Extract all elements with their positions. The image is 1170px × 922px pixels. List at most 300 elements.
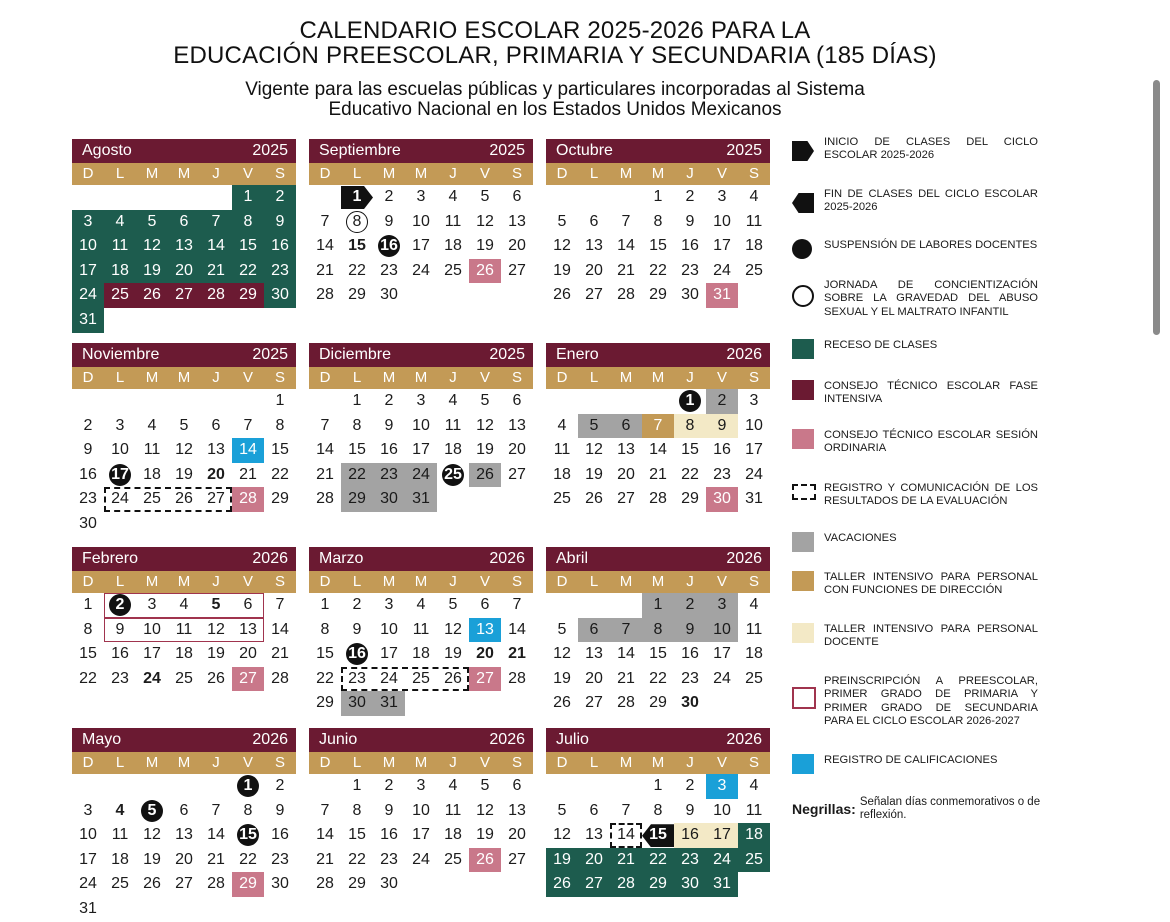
day-cell: 28: [610, 872, 642, 897]
day-cell: 28: [232, 487, 264, 512]
subtitle-line-2: Educativo Nacional en los Estados Unidos Mexicanos: [328, 99, 782, 120]
day-grid: [546, 774, 770, 897]
day-cell: 13: [168, 234, 200, 259]
month-name: Mayo: [82, 731, 122, 748]
weekday-label: M: [414, 573, 428, 590]
day-cell: 11: [143, 441, 161, 459]
day-cell: 20: [585, 669, 603, 687]
day-cell: 22: [316, 669, 334, 687]
day-cell: 4: [416, 596, 426, 613]
day-cell: 11: [745, 801, 763, 819]
day-cell: 30: [706, 487, 738, 512]
day-cell: 6: [578, 618, 610, 643]
day-cell: 9: [83, 441, 93, 459]
day-cell: 21: [617, 669, 635, 687]
day-cell: 2: [83, 416, 93, 434]
day-cell: 1: [674, 389, 706, 414]
day-cell: 11: [745, 212, 763, 230]
day-cell: 12: [585, 441, 603, 459]
day-cell: 8: [320, 620, 330, 638]
day-cell: 31: [405, 487, 437, 512]
day-cell: 13: [617, 441, 635, 459]
weekday-label: J: [686, 573, 694, 590]
day-cell: 23: [271, 850, 289, 868]
day-cell: 12: [476, 416, 494, 434]
day-cell: 16: [681, 645, 699, 663]
day-cell: 16: [674, 823, 706, 848]
day-cell: 28: [649, 490, 667, 508]
day-cell: 5: [480, 392, 490, 409]
legend-label: JORNADA DE CONCIENTIZACIÓN SOBRE LA GRAVEDAD DEL ABUSO SEXUAL Y EL MALTRATO INFANTIL: [824, 279, 1038, 318]
weekday-label: L: [589, 754, 599, 771]
day-cell: 16: [380, 826, 398, 844]
day-cell: 10: [713, 212, 731, 230]
day-cell: 2: [384, 188, 394, 205]
day-cell: 24: [79, 875, 97, 893]
day-cell: 11: [175, 620, 193, 638]
day-cell: 5: [578, 414, 610, 439]
weekday-label: M: [619, 165, 633, 182]
day-cell: 2: [104, 593, 136, 618]
day-cell: 28: [316, 490, 334, 508]
month-marzo: [309, 547, 533, 716]
day-grid: [72, 593, 296, 691]
day-cell: 29: [232, 283, 264, 308]
day-cell: 13: [585, 826, 603, 844]
weekday-label: L: [352, 369, 362, 386]
end-flag-icon: [792, 193, 814, 213]
day-cell: 11: [111, 826, 129, 844]
day-cell: 21: [316, 850, 334, 868]
weekday-label: J: [449, 369, 457, 386]
day-cell: 25: [175, 669, 193, 687]
day-cell: 13: [585, 237, 603, 255]
day-cell: 20: [578, 848, 610, 873]
day-cell: 31: [72, 308, 104, 333]
day-cell: 17: [380, 645, 398, 663]
month-year: 2025: [489, 142, 525, 159]
day-cell: 30: [681, 694, 699, 712]
day-cell: 21: [239, 465, 257, 483]
weekday-bar: [309, 571, 533, 593]
day-cell: 20: [508, 441, 526, 459]
day-cell: 29: [681, 490, 699, 508]
day-grid: [546, 185, 770, 308]
day-cell: 2: [685, 188, 695, 205]
day-cell: 23: [348, 669, 366, 687]
day-cell: 2: [706, 389, 738, 414]
weekday-label: D: [319, 573, 331, 590]
weekday-label: J: [686, 165, 694, 182]
weekday-label: L: [115, 754, 125, 771]
day-cell: 6: [243, 596, 253, 613]
weekday-label: D: [556, 754, 568, 771]
day-cell: 4: [448, 392, 458, 409]
weekday-bar: [72, 163, 296, 185]
day-cell: 2: [384, 392, 394, 409]
day-cell: 22: [239, 850, 257, 868]
day-cell: 3: [706, 774, 738, 799]
day-cell: 9: [384, 801, 394, 819]
day-cell: 24: [412, 261, 430, 279]
day-cell: 1: [232, 185, 264, 210]
day-cell: 1: [232, 774, 264, 799]
day-cell: 21: [316, 261, 334, 279]
day-cell: 10: [412, 416, 430, 434]
day-cell: 28: [617, 694, 635, 712]
day-cell: 26: [207, 669, 225, 687]
day-cell: 4: [179, 596, 189, 613]
month-year: 2025: [489, 346, 525, 363]
day-cell: 29: [642, 872, 674, 897]
day-cell: 5: [480, 777, 490, 794]
day-cell: 7: [320, 801, 330, 819]
day-cell: 17: [706, 823, 738, 848]
day-cell: 12: [476, 801, 494, 819]
day-cell: 29: [649, 694, 667, 712]
weekday-label: J: [212, 573, 220, 590]
day-grid: [309, 774, 533, 897]
day-cell: 2: [384, 777, 394, 794]
day-cell: 23: [264, 259, 296, 284]
day-cell: 27: [469, 667, 501, 692]
day-cell: 20: [617, 465, 635, 483]
weekday-bar: [72, 752, 296, 774]
day-cell: 1: [341, 185, 373, 210]
weekday-label: M: [145, 165, 159, 182]
weekday-bar: [72, 367, 296, 389]
weekday-label: S: [748, 165, 759, 182]
day-cell: 11: [745, 620, 763, 638]
day-cell: 9: [706, 414, 738, 439]
day-cell: 16: [681, 237, 699, 255]
day-cell: 18: [175, 645, 193, 663]
day-cell: 20: [508, 237, 526, 255]
weekday-label: V: [716, 369, 727, 386]
day-cell: 25: [553, 490, 571, 508]
day-cell: 17: [104, 463, 136, 488]
day-cell: 18: [143, 465, 161, 483]
day-cell: 25: [437, 463, 469, 488]
day-cell: 17: [745, 441, 763, 459]
weekday-label: S: [511, 165, 522, 182]
weekday-label: L: [352, 573, 362, 590]
day-cell: 16: [271, 826, 289, 844]
weekday-label: S: [748, 754, 759, 771]
day-cell: 22: [348, 850, 366, 868]
day-cell: 19: [143, 850, 161, 868]
day-cell: 11: [104, 234, 136, 259]
day-cell: 1: [352, 392, 362, 409]
day-cell: 4: [749, 596, 759, 613]
legend-label: REGISTRO Y COMUNICACIÓN DE LOS RESULTADOS DE LA EVALUACIÓN: [824, 482, 1038, 508]
day-cell: 24: [380, 669, 398, 687]
weekday-label: M: [651, 369, 665, 386]
day-cell: 12: [476, 212, 494, 230]
day-cell: 10: [412, 212, 430, 230]
month-name: Diciembre: [319, 346, 392, 363]
day-cell: 23: [674, 848, 706, 873]
day-cell: 4: [104, 210, 136, 235]
day-cell: 22: [649, 261, 667, 279]
month-header: [309, 728, 533, 752]
month-year: 2026: [726, 346, 762, 363]
weekday-label: M: [651, 165, 665, 182]
day-cell: 27: [578, 872, 610, 897]
weekday-label: M: [145, 369, 159, 386]
day-cell: 31: [706, 872, 738, 897]
day-cell: 7: [211, 801, 221, 819]
day-cell: 26: [469, 848, 501, 873]
month-year: 2026: [489, 550, 525, 567]
day-cell: 13: [239, 620, 257, 638]
weekday-label: D: [82, 165, 94, 182]
day-cell: 10: [72, 234, 104, 259]
day-cell: 8: [653, 801, 663, 819]
day-cell: 4: [115, 801, 125, 819]
day-cell: 19: [136, 259, 168, 284]
day-cell: 23: [111, 669, 129, 687]
weekday-label: M: [651, 754, 665, 771]
black-dot-icon: [792, 239, 812, 259]
day-cell: 21: [271, 645, 289, 663]
day-cell: 8: [352, 801, 362, 819]
day-cell: 15: [348, 826, 366, 844]
weekday-label: S: [274, 573, 285, 590]
weekday-label: V: [242, 754, 253, 771]
month-year: 2026: [489, 731, 525, 748]
title-line-1: CALENDARIO ESCOLAR 2025-2026 PARA LA: [299, 17, 811, 44]
day-cell: 24: [405, 463, 437, 488]
month-year: 2025: [252, 346, 288, 363]
legend-label: RECESO DE CLASES: [824, 339, 938, 351]
day-grid: [72, 389, 296, 537]
weekday-label: V: [242, 573, 253, 590]
day-cell: 27: [232, 667, 264, 692]
day-cell: 10: [713, 801, 731, 819]
day-cell: 30: [380, 875, 398, 893]
weekday-label: J: [449, 573, 457, 590]
day-cell: 21: [207, 850, 225, 868]
day-cell: 7: [320, 212, 330, 230]
day-cell: 12: [136, 234, 168, 259]
weekday-label: D: [319, 369, 331, 386]
day-cell: 12: [143, 826, 161, 844]
day-grid: [72, 185, 296, 333]
month-julio: [546, 728, 770, 897]
day-cell: 26: [143, 875, 161, 893]
day-cell: 3: [72, 210, 104, 235]
day-cell: 30: [373, 487, 405, 512]
day-cell: 26: [585, 490, 603, 508]
day-cell: 4: [147, 416, 157, 434]
day-cell: 10: [412, 801, 430, 819]
weekday-label: D: [556, 165, 568, 182]
day-cell: 19: [476, 441, 494, 459]
month-octubre: [546, 139, 770, 308]
day-cell: 22: [348, 261, 366, 279]
day-cell: 10: [79, 826, 97, 844]
day-cell: 8: [352, 416, 362, 434]
day-cell: 16: [111, 645, 129, 663]
day-cell: 16: [341, 642, 373, 667]
day-cell: 30: [681, 286, 699, 304]
day-cell: 20: [175, 850, 193, 868]
month-name: Noviembre: [82, 346, 160, 363]
month-header: [72, 343, 296, 367]
legend-label: SUSPENSIÓN DE LABORES DOCENTES: [824, 239, 1038, 251]
day-cell: 21: [610, 848, 642, 873]
month-header: [72, 728, 296, 752]
day-cell: 15: [649, 237, 667, 255]
day-cell: 6: [480, 596, 490, 613]
day-cell: 31: [373, 691, 405, 716]
month-header: [309, 343, 533, 367]
weekday-label: S: [274, 754, 285, 771]
day-cell: 26: [444, 669, 462, 687]
weekday-label: J: [686, 369, 694, 386]
day-cell: 26: [175, 490, 193, 508]
month-header: [546, 343, 770, 367]
day-cell: 20: [585, 261, 603, 279]
weekday-label: L: [352, 165, 362, 182]
day-cell: 27: [617, 490, 635, 508]
day-cell: 14: [271, 620, 289, 638]
day-cell: 9: [115, 620, 125, 638]
weekday-label: L: [589, 369, 599, 386]
month-septiembre: [309, 139, 533, 308]
month-mayo: [72, 728, 296, 922]
day-cell: 7: [610, 618, 642, 643]
legend-label: FIN DE CLASES DEL CICLO ESCOLAR 2025-2026: [824, 188, 1038, 214]
day-cell: 29: [341, 487, 373, 512]
day-cell: 27: [585, 694, 603, 712]
receso-swatch: [792, 339, 814, 359]
day-cell: 23: [79, 490, 97, 508]
day-cell: 3: [749, 392, 759, 409]
weekday-label: L: [115, 369, 125, 386]
month-header: [546, 547, 770, 571]
day-cell: 11: [553, 441, 571, 459]
weekday-label: V: [479, 165, 490, 182]
weekday-label: D: [82, 573, 94, 590]
day-cell: 15: [642, 823, 674, 848]
weekday-label: V: [242, 165, 253, 182]
month-noviembre: [72, 343, 296, 537]
day-cell: 9: [275, 801, 285, 819]
day-cell: 6: [512, 392, 522, 409]
day-cell: 25: [444, 261, 462, 279]
day-cell: 5: [179, 416, 189, 434]
day-cell: 5: [448, 596, 458, 613]
negrillas-text: Señalan días conmemorativos o de reflexión.: [859, 796, 1041, 821]
day-cell: 20: [476, 645, 494, 663]
day-cell: 25: [412, 669, 430, 687]
day-cell: 25: [143, 490, 161, 508]
day-cell: 19: [476, 826, 494, 844]
weekday-label: S: [748, 573, 759, 590]
day-cell: 1: [642, 593, 674, 618]
day-cell: 19: [175, 465, 193, 483]
day-cell: 27: [175, 875, 193, 893]
day-cell: 3: [717, 188, 727, 205]
day-cell: 18: [745, 645, 763, 663]
day-cell: 13: [508, 416, 526, 434]
dashed-box-icon: [792, 484, 816, 500]
day-cell: 6: [610, 414, 642, 439]
weekday-label: M: [414, 165, 428, 182]
day-cell: 22: [79, 669, 97, 687]
day-cell: 23: [380, 261, 398, 279]
day-cell: 27: [207, 490, 225, 508]
month-header: [72, 139, 296, 163]
day-cell: 16: [380, 441, 398, 459]
weekday-label: M: [382, 165, 396, 182]
day-cell: 22: [649, 669, 667, 687]
day-cell: 19: [553, 261, 571, 279]
weekday-label: L: [589, 573, 599, 590]
scrollbar-thumb[interactable]: [1153, 80, 1160, 335]
day-cell: 13: [175, 826, 193, 844]
day-cell: 29: [316, 694, 334, 712]
day-cell: 28: [617, 286, 635, 304]
day-cell: 1: [653, 188, 663, 205]
weekday-label: L: [589, 165, 599, 182]
day-cell: 22: [642, 848, 674, 873]
title-line-2: EDUCACIÓN PREESCOLAR, PRIMARIA Y SECUNDARIA (185 DÍAS): [173, 42, 937, 69]
day-cell: 8: [674, 414, 706, 439]
month-year: 2026: [252, 550, 288, 567]
month-year: 2026: [726, 550, 762, 567]
day-cell: 8: [653, 212, 663, 230]
day-cell: 27: [585, 286, 603, 304]
day-cell: 24: [745, 465, 763, 483]
day-cell: 25: [444, 850, 462, 868]
weekday-label: V: [242, 369, 253, 386]
day-cell: 2: [674, 593, 706, 618]
weekday-label: V: [716, 573, 727, 590]
day-cell: 13: [469, 618, 501, 643]
day-cell: 8: [275, 416, 285, 434]
weekday-label: V: [479, 754, 490, 771]
month-name: Junio: [319, 731, 358, 748]
day-cell: 27: [508, 261, 526, 279]
day-cell: 6: [168, 210, 200, 235]
day-cell: 5: [211, 596, 221, 613]
day-cell: 25: [738, 848, 770, 873]
day-cell: 12: [553, 237, 571, 255]
cte-intensiva-swatch: [792, 380, 814, 400]
day-cell: 17: [72, 259, 104, 284]
weekday-label: S: [274, 369, 285, 386]
day-cell: 28: [316, 875, 334, 893]
day-cell: 7: [512, 596, 522, 613]
day-cell: 14: [617, 826, 635, 844]
weekday-bar: [309, 367, 533, 389]
page-title: [0, 18, 1110, 68]
start-flag-icon: [792, 141, 814, 161]
weekday-label: M: [177, 573, 191, 590]
calificaciones-swatch: [792, 754, 814, 774]
day-cell: 9: [685, 212, 695, 230]
day-cell: 5: [136, 799, 168, 824]
weekday-label: S: [511, 754, 522, 771]
weekday-bar: [546, 752, 770, 774]
day-cell: 30: [341, 691, 373, 716]
preinscripcion-swatch: [792, 687, 816, 709]
day-cell: 11: [412, 620, 430, 638]
day-cell: 9: [384, 416, 394, 434]
